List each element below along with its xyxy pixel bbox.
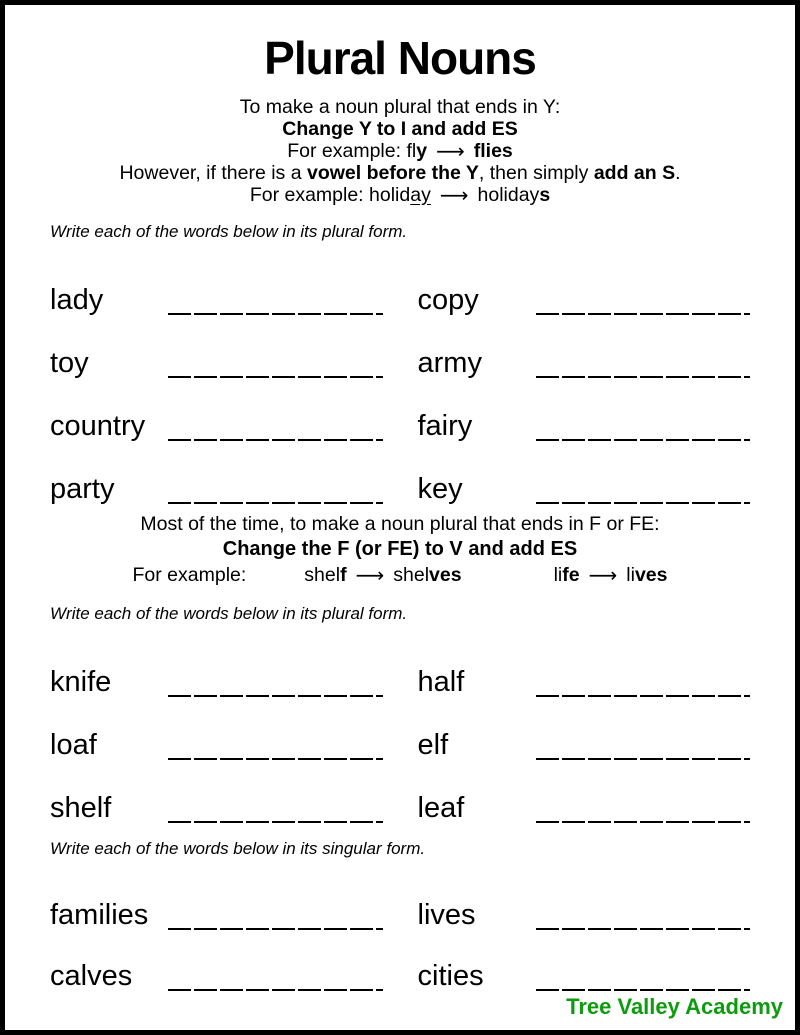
rule-f-section <box>5 512 795 588</box>
exercise-row <box>50 634 750 697</box>
rule-y-however <box>5 162 795 184</box>
exercise-row <box>50 441 750 504</box>
answer-blank <box>536 669 751 697</box>
answer-blank <box>536 476 751 504</box>
word-label: families <box>50 898 149 931</box>
rule-f-example-2 <box>554 562 668 588</box>
rule-f-rule: Change the F (or FE) to V and add ES <box>222 537 578 560</box>
answer-blank <box>168 476 383 504</box>
exercise-row <box>50 697 750 760</box>
page-title: Plural Nouns <box>264 32 536 84</box>
example-word-base: holid <box>369 183 411 206</box>
example-result-base: shel <box>393 563 430 586</box>
exercise-row <box>50 315 750 378</box>
word-label: shelf <box>50 791 112 824</box>
answer-blank <box>168 795 383 823</box>
arrow-right-icon: ⟶ <box>439 182 469 207</box>
however-bold-1: vowel before the Y <box>306 161 479 184</box>
rule-y-intro: To make a noun plural that ends in Y: <box>239 95 561 118</box>
answer-blank <box>536 732 751 760</box>
rule-f-example-1 <box>304 562 461 588</box>
example-result-bold: s <box>539 183 551 206</box>
rule-y-example-2 <box>5 184 795 206</box>
example-word-bold: fe <box>562 563 580 586</box>
example-prefix: For example: <box>287 139 407 162</box>
rule-y-example-1 <box>5 140 795 162</box>
word-label: half <box>417 665 465 698</box>
answer-blank <box>168 732 383 760</box>
answer-blank <box>536 413 751 441</box>
example-word-base: li <box>553 563 563 586</box>
however-pre: However, if there is a <box>119 161 307 184</box>
rule-f-intro: Most of the time, to make a noun plural that ends in F or FE: <box>140 512 660 535</box>
example-result-bold: ves <box>634 563 668 586</box>
arrow-right-icon: ⟶ <box>588 562 618 587</box>
exercise-1 <box>5 242 795 504</box>
word-label: loaf <box>50 728 97 761</box>
exercise-row <box>50 760 750 823</box>
exercise-2 <box>5 624 795 823</box>
example-result: flies <box>473 139 513 162</box>
example-label: For example: <box>132 563 247 586</box>
example-word-bold: f <box>340 563 347 586</box>
arrow-right-icon: ⟶ <box>436 138 465 163</box>
rule-f-examples <box>5 562 795 588</box>
instruction-singular: Write each of the words below in its singular form. <box>50 838 426 858</box>
word-label: elf <box>417 728 449 761</box>
word-label: knife <box>50 665 112 698</box>
word-label: cities <box>417 959 484 992</box>
example-word-underlined: ay <box>410 183 431 206</box>
rule-y-rule: Change Y to I and add ES <box>282 117 518 140</box>
word-label: key <box>417 472 463 505</box>
exercise-3 <box>5 859 795 991</box>
word-label: country <box>50 409 146 442</box>
exercise-row <box>50 378 750 441</box>
example-word-base: fl <box>406 139 417 162</box>
answer-blank <box>536 287 751 315</box>
word-label: party <box>50 472 115 505</box>
answer-blank <box>536 963 751 991</box>
exercise-row <box>50 930 750 991</box>
answer-blank <box>536 902 751 930</box>
word-label: fairy <box>417 409 473 442</box>
answer-blank <box>168 350 383 378</box>
answer-blank <box>168 413 383 441</box>
however-mid: , then simply <box>478 161 594 184</box>
answer-blank <box>168 287 383 315</box>
however-end: . <box>675 161 681 184</box>
example-result-bold: ves <box>429 563 462 586</box>
exercise-row <box>50 252 750 315</box>
example-prefix: For example: <box>249 183 370 206</box>
however-bold-2: add an S <box>593 161 676 184</box>
example-word-base: shel <box>304 563 341 586</box>
word-label: copy <box>417 283 479 316</box>
answer-blank <box>536 795 751 823</box>
instruction-plural-1: Write each of the words below in its plural form. <box>50 221 408 241</box>
example-word-bold: y <box>416 139 428 162</box>
brand-footer: Tree Valley Academy <box>566 994 783 1019</box>
answer-blank <box>168 963 383 991</box>
answer-blank <box>168 902 383 930</box>
example-result-base: li <box>626 563 635 586</box>
exercise-row <box>50 869 750 930</box>
arrow-right-icon: ⟶ <box>355 562 385 587</box>
answer-blank <box>536 350 751 378</box>
word-label: toy <box>50 346 89 379</box>
word-label: leaf <box>417 791 465 824</box>
example-result-base: holiday <box>477 183 540 206</box>
word-label: army <box>417 346 482 379</box>
word-label: lives <box>417 898 476 931</box>
word-label: lady <box>50 283 104 316</box>
instruction-plural-2: Write each of the words below in its plural form. <box>50 603 408 623</box>
answer-blank <box>168 669 383 697</box>
word-label: calves <box>50 959 133 992</box>
